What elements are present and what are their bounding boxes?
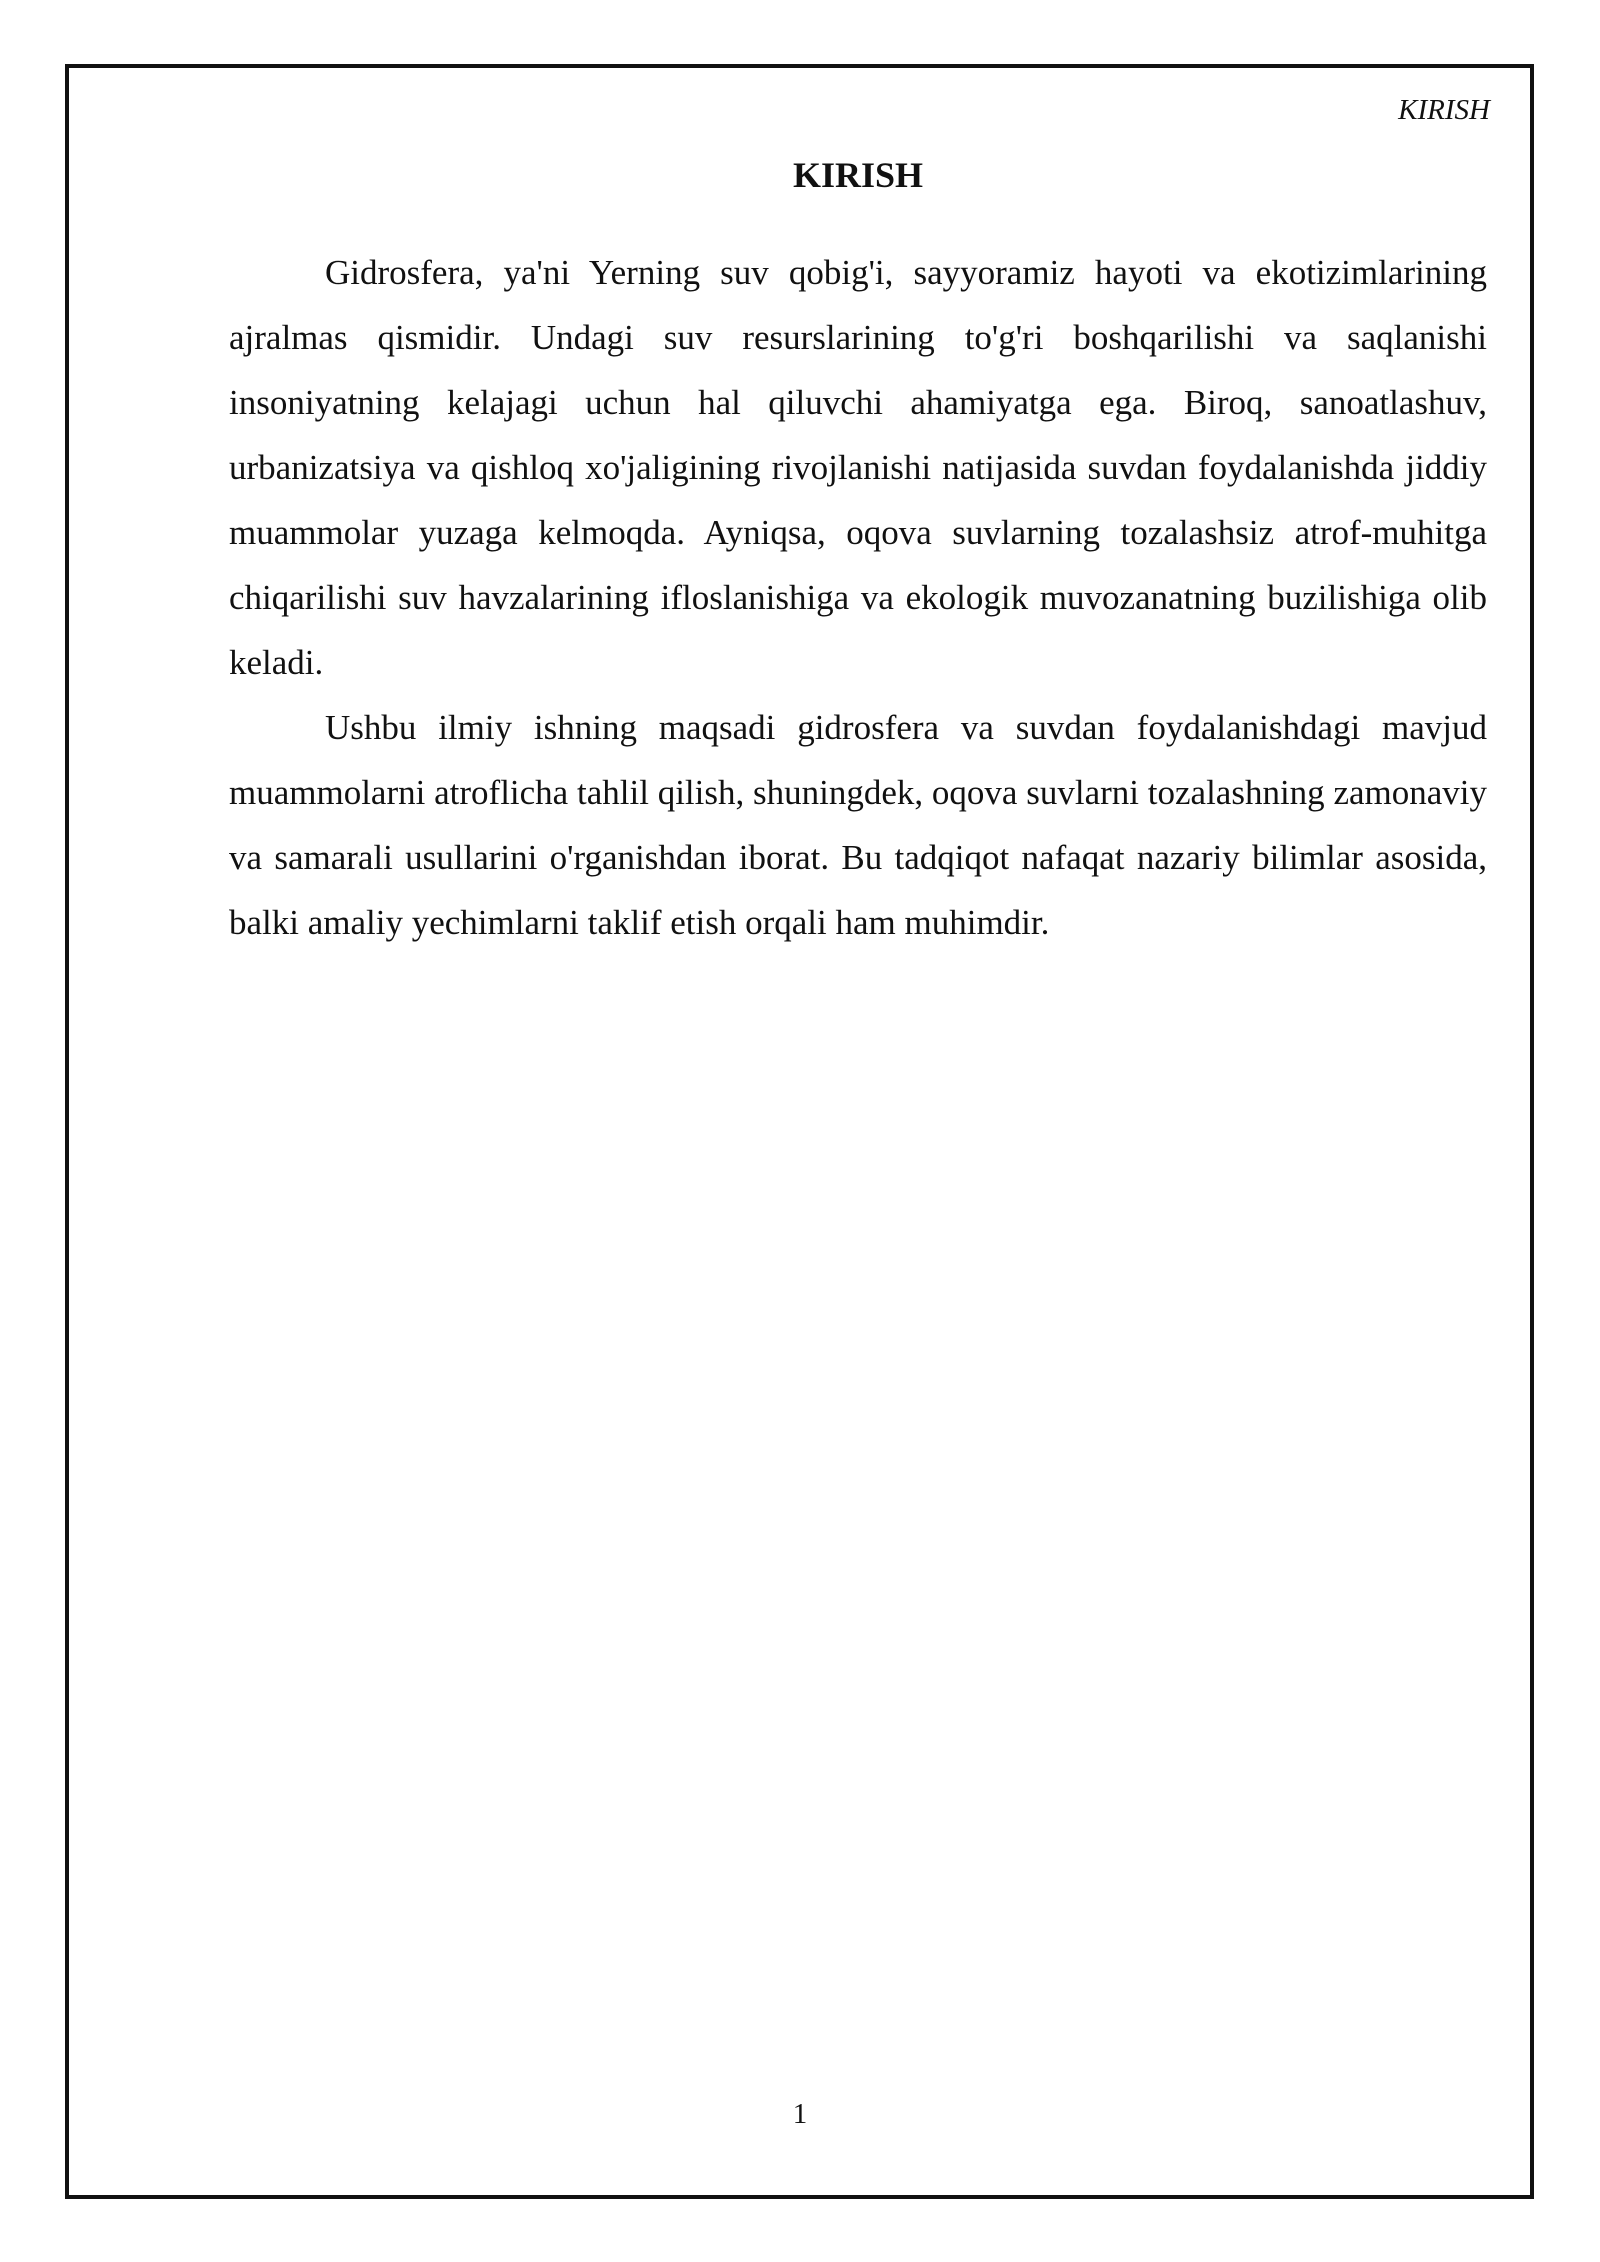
page-title: KIRISH xyxy=(792,155,924,195)
paragraph: Ushbu ilmiy ishning maqsadi gidrosfera va suvdan foydalanishdagi mavjud muammolarni atroflicha tahlil qilish, shuningdek, oqova suvlarni tozalashning zamonaviy va samarali usullarini o'rganishdan iborat. Bu tadqiqot nafaqat nazariy bilimlar asosida, balki amaliy yechimlarni taklif etish orqali ham muhimdir. xyxy=(229,708,1487,942)
paragraph: Gidrosfera, ya'ni Yerning suv qobig'i, sayyoramiz hayoti va ekotizimlarining ajralmas qismidir. Undagi suv resurslarining to'g'ri boshqarilishi va saqlanishi insoniyatning kelajagi uchun hal qiluvchi ahamiyatga ega. Biroq, sanoatlashuv, urbanizatsiya va qishloq xo'jaligining rivojlanishi natijasida suvdan foydalanishda jiddiy muammolar yuzaga kelmoqda. Ayniqsa, oqova suvlarning tozalashsiz atrof-muhitga chiqarilishi suv havzalarining ifloslanishiga va ekologik muvozanatning buzilishiga olib keladi. xyxy=(229,253,1487,682)
page-number: 1 xyxy=(792,2098,808,2130)
body-text xyxy=(229,240,1487,955)
running-header: KIRISH xyxy=(1398,94,1490,126)
